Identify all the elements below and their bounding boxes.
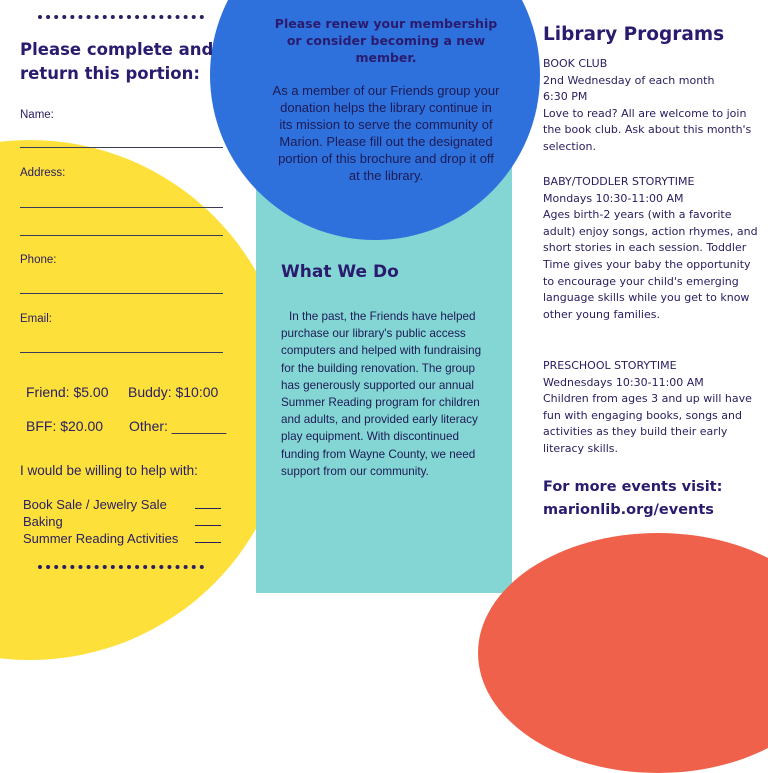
email-field[interactable] [20,352,223,353]
buddy-option[interactable]: Buddy: $10:00 [128,384,219,400]
program-schedule: Wednesdays 10:30-11:00 AM [543,375,704,389]
what-we-do-text: In the past, the Friends have helped purchase our library's public access computers and helped with fundraising for the building renovation. The group has generously supported our annual Summer Reading program for children and adults, and provided early literacy play equipment. With discontinued funding from Wayne County, we need support from our community. [281,310,482,478]
yellow-circle-decoration [0,140,290,660]
address-label: Address: [20,167,66,179]
what-we-do-body [281,308,493,480]
name-label: Name: [20,109,54,121]
help-item-summer-reading[interactable] [23,531,221,546]
help-blank[interactable] [195,514,221,526]
help-item-label: Summer Reading Activities [23,531,179,546]
red-circle-decoration [478,533,768,773]
name-field[interactable] [20,147,223,148]
dotted-divider-top [38,15,204,19]
program-time: 6:30 PM [543,90,588,104]
phone-label: Phone: [20,254,57,266]
program-name: BOOK CLUB [543,57,608,70]
bff-option[interactable]: BFF: $20.00 [26,418,104,434]
program-description: Love to read? All are welcome to join the book club. Ask about this month's selection. [543,106,752,153]
help-item-label: Baking [23,514,63,529]
program-schedule: 2nd Wednesday of each month [543,73,715,87]
dotted-divider-bottom [38,565,204,569]
help-title: I would be willing to help with: [20,463,198,478]
other-option[interactable]: Other: _______ [129,418,227,434]
what-we-do-title: What We Do [281,262,399,282]
help-blank[interactable] [195,497,221,509]
events-link[interactable]: For more events visit: marionlib.org/events [543,479,723,518]
form-title: Please complete and return this portion: [20,40,214,83]
email-label: Email: [20,313,52,325]
phone-field[interactable] [20,293,223,294]
address-field-line-1[interactable] [20,207,223,208]
address-field-line-2[interactable] [20,235,223,236]
program-name: BABY/TODDLER STORYTIME [543,175,695,188]
programs-title: Library Programs [543,24,725,45]
program-preschool-storytime [543,358,765,458]
program-schedule: Mondays 10:30-11:00 AM [543,191,684,205]
program-description: Ages birth-2 years (with a favorite adult) enjoy songs, action rhymes, and short stories in each session. Toddler Time gives your baby the opportunity to encourage your child's emerging language skills while you get to know other young families. [543,208,758,321]
help-item-label: Book Sale / Jewelry Sale [23,497,167,512]
renew-body: As a member of our Friends group your donation helps the library continue in its mission to serve the community of Marion. Please fill out the designated portion of this brochure and drop it off at the library. [272,83,500,183]
program-baby-toddler-storytime [543,174,765,323]
renew-title: Please renew your membership or consider becoming a new member. [274,16,498,65]
help-item-baking[interactable] [23,514,221,529]
help-item-book-sale[interactable] [23,497,221,512]
help-blank[interactable] [195,531,221,543]
program-book-club [543,56,765,156]
program-name: PRESCHOOL STORYTIME [543,359,677,372]
friend-option[interactable]: Friend: $5.00 [26,384,109,400]
program-description: Children from ages 3 and up will have fun with engaging books, songs and activities as they build their early literacy skills. [543,392,752,455]
